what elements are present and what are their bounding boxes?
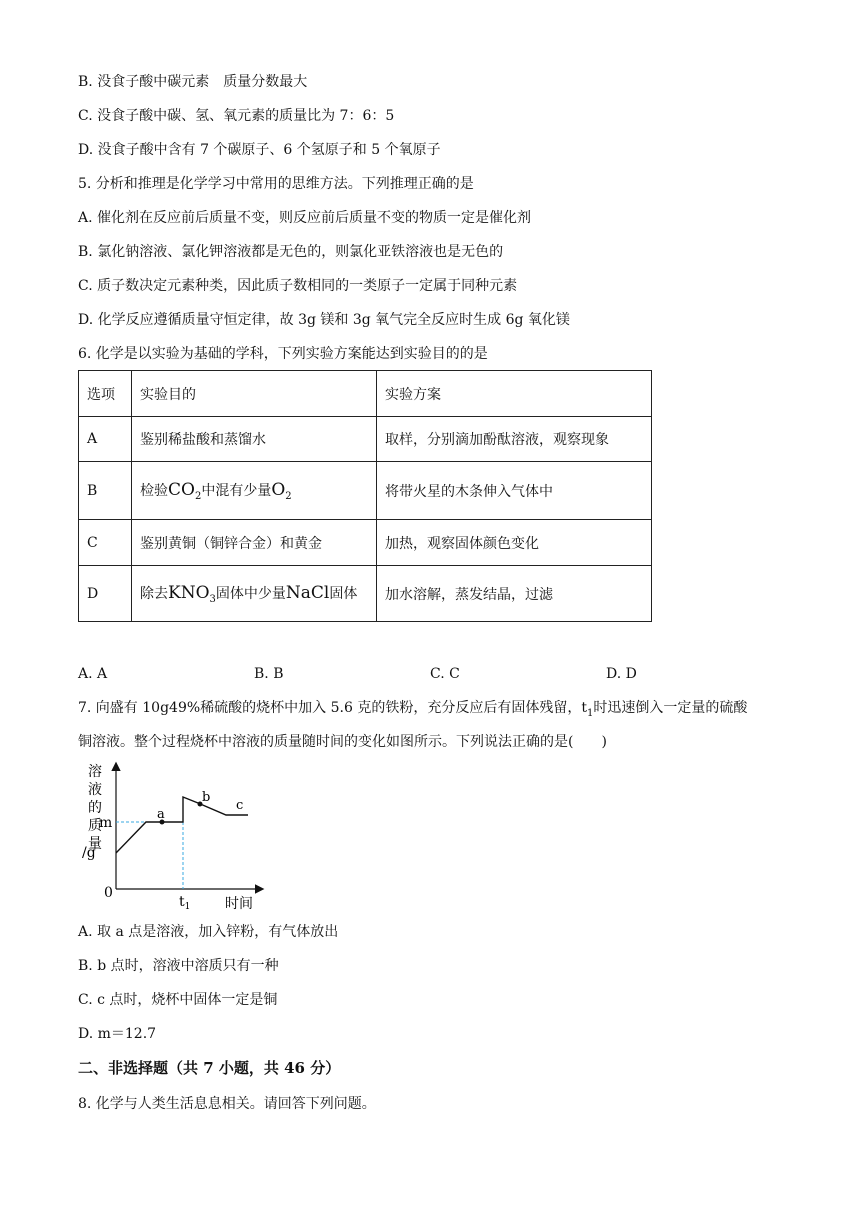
t1-label [179, 894, 190, 912]
q7-stem-line2: 铜溶液。整个过程烧杯中溶液的质量随时间的变化如图所示。下列说法正确的是( ) [78, 734, 607, 750]
row-option: A [79, 417, 132, 462]
row-option: D [79, 566, 132, 622]
formula-subscript: 3 [209, 593, 216, 605]
purpose-text: 固体中少量 [215, 585, 286, 602]
purpose-text: 中混有少量 [201, 482, 272, 499]
q5-stem: 5. 分析和推理是化学学习中常用的思维方法。下列推理正确的是 [78, 176, 474, 192]
section-heading: 二、非选择题（共 7 小题，共 46 分） [78, 1059, 341, 1077]
table-row [79, 462, 652, 520]
q7-option-c: C. c 点时，烧杯中固体一定是铜 [78, 992, 278, 1008]
row-purpose: 鉴别稀盐酸和蒸馏水 [132, 417, 377, 462]
formula: O [271, 479, 286, 500]
y-axis-label-char: 量 [88, 836, 102, 852]
q6-option-c: C. C [430, 666, 460, 682]
q6-option-b: B. B [254, 666, 284, 682]
formula-subscript: 2 [194, 490, 202, 502]
y-axis-label-char: 液 [88, 782, 102, 798]
q4-option-c: C. 没食子酸中碳、氢、氧元素的质量比为 7：6：5 [78, 108, 395, 124]
y-axis-label-char: 溶 [88, 764, 102, 780]
origin-label: 0 [104, 885, 113, 901]
q7-text: 7. 向盛有 10g49%稀硫酸的烧杯中加入 5.6 克的铁粉，充分反应后有固体残留，t [78, 700, 587, 716]
row-plan: 将带火星的木条伸入气体中 [377, 462, 652, 520]
purpose-text: 检验 [140, 482, 168, 499]
row-plan: 加水溶解，蒸发结晶，过滤 [377, 566, 652, 622]
q5-option-a: A. 催化剂在反应前后质量不变，则反应前后质量不变的物质一定是催化剂 [78, 210, 532, 226]
q4-option-d: D. 没食子酸中含有 7 个碳原子、6 个氢原子和 5 个氧原子 [78, 142, 441, 158]
mass-curve [116, 797, 248, 853]
table-row [79, 520, 652, 566]
q5-option-c: C. 质子数决定元素种类，因此质子数相同的一类原子一定属于同种元素 [78, 278, 518, 294]
row-option: B [79, 462, 132, 520]
row-plan: 加热，观察固体颜色变化 [377, 520, 652, 566]
q7-option-a: A. 取 a 点是溶液，加入锌粉，有气体放出 [78, 924, 339, 940]
q6-stem: 6. 化学是以实验为基础的学科，下列实验方案能达到实验目的的是 [78, 346, 488, 362]
row-plan: 取样，分别滴加酚酞溶液，观察现象 [377, 417, 652, 462]
formula: CO [168, 479, 195, 500]
q7-text: 时迅速倒入一定量的硫酸 [593, 700, 748, 716]
formula-subscript: 2 [285, 490, 292, 502]
row-purpose [132, 566, 377, 622]
m-label: m [99, 815, 113, 831]
y-axis-label-char: 的 [88, 800, 102, 816]
point-b-label: b [202, 790, 211, 805]
y-axis-label-char: 质 [88, 818, 102, 834]
q7-subscript: 1 [586, 707, 594, 719]
row-purpose [132, 462, 377, 520]
row-option: C [79, 520, 132, 566]
table-row [79, 417, 652, 462]
y-axis-label-char: /g [82, 845, 96, 861]
q7-stem-line1 [78, 698, 747, 724]
q8-stem: 8. 化学与人类生活息息相关。请回答下列问题。 [78, 1096, 376, 1112]
point-c-label: c [236, 798, 244, 813]
formula: NaCl [285, 582, 330, 603]
header-purpose: 实验目的 [132, 371, 377, 417]
table-header-row [79, 371, 652, 417]
x-axis-label: 时间 [225, 896, 253, 912]
formula: KNO [168, 582, 210, 603]
q7-option-d: D. m＝12.7 [78, 1026, 157, 1042]
t-letter: t [179, 894, 185, 910]
purpose-text: 除去 [140, 585, 168, 602]
q7-option-b: B. b 点时，溶液中溶质只有一种 [78, 958, 279, 974]
q4-option-b: B. 没食子酸中碳元素 质量分数最大 [78, 74, 308, 90]
q6-option-d: D. D [606, 666, 637, 682]
header-plan: 实验方案 [377, 371, 652, 417]
row-purpose: 鉴别黄铜（铜锌合金）和黄金 [132, 520, 377, 566]
header-option: 选项 [79, 371, 132, 417]
purpose-text: 固体 [329, 585, 358, 602]
point-a-label: a [157, 807, 165, 822]
t-subscript: 1 [184, 902, 191, 912]
experiment-table [78, 370, 652, 622]
solution-mass-graph [78, 756, 278, 916]
q5-option-b: B. 氯化钠溶液、氯化钾溶液都是无色的，则氯化亚铁溶液也是无色的 [78, 244, 504, 260]
q6-option-a: A. A [78, 666, 108, 682]
q5-option-d: D. 化学反应遵循质量守恒定律，故 3g 镁和 3g 氧气完全反应时生成 6g 氧化镁 [78, 312, 570, 328]
table-row [79, 566, 652, 622]
